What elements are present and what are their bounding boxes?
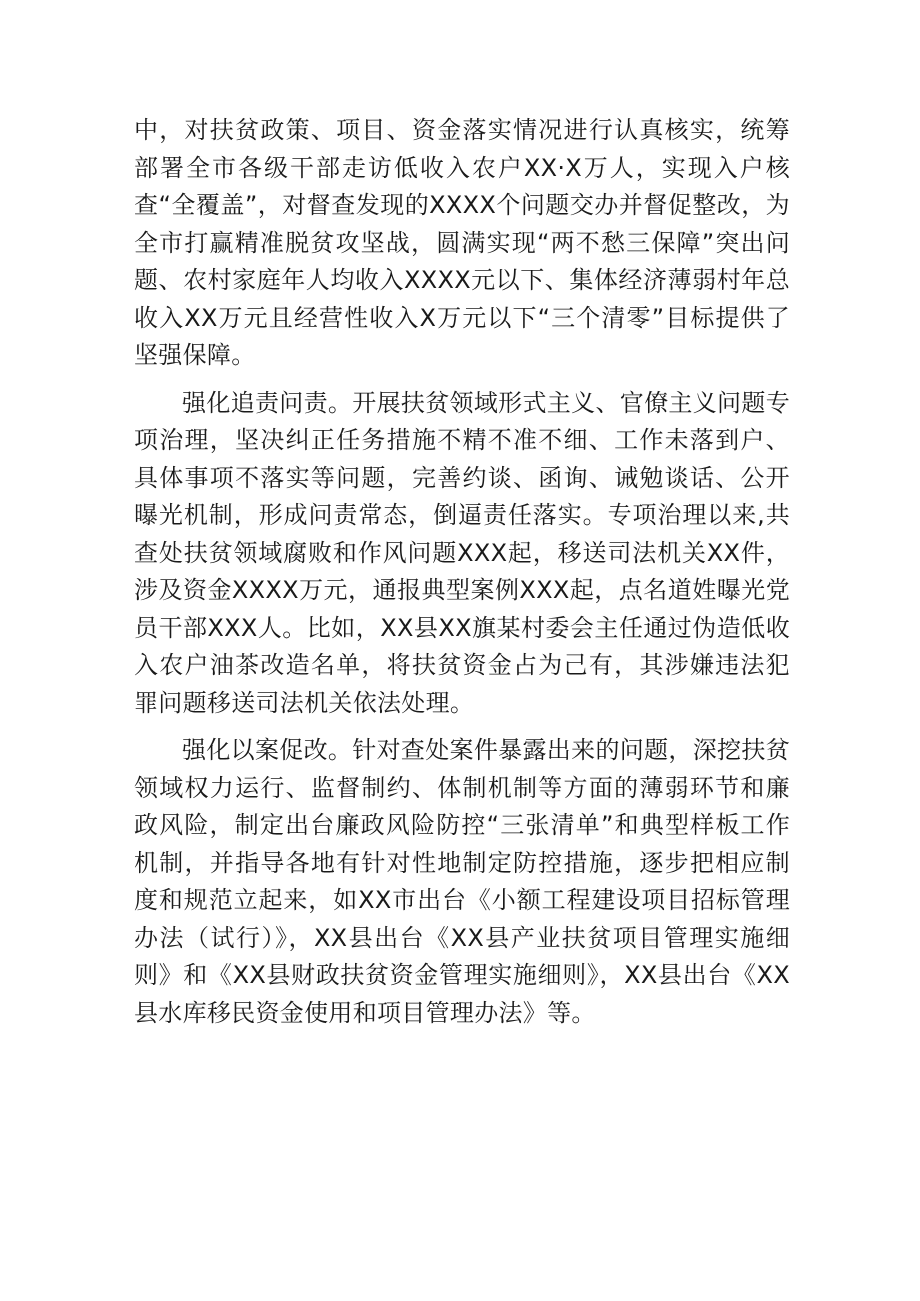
paragraph-accountability: 强化追责问责。开展扶贫领域形式主义、官僚主义问题专项治理，坚决纠正任务措施不精不准不细、工作未落到户、具体事项不落实等问题，完善约谈、函询、诫勉谈话、公开曝光机制，形成问责常态，倒逼责任落实。专项治理以来,共查处扶贫领域腐败和作风问题XXX起，移送司法机关XX件，涉及资金XXXX万元，通报典型案例XXX起，点名道姓曝光党员干部XXX人。比如，XX县XX旗某村委会主任通过伪造低收入农户油茶改造名单，将扶贫资金占为己有，其涉嫌违法犯罪问题移送司法机关依法处理。	[134, 388, 790, 717]
paragraph-case-reform: 强化以案促改。针对查处案件暴露出来的问题，深挖扶贫领域权力运行、监督制约、体制机制等方面的薄弱环节和廉政风险，制定出台廉政风险防控“三张清单”和典型样板工作机制，并指导各地有针对性地制定防控措施，逐步把相应制度和规范立起来，如XX市出台《小额工程建设项目招标管理办法（试行）》，XX县出台《XX县产业扶贫项目管理实施细则》和《XX县财政扶贫资金管理实施细则》，XX县出台《XX县水库移民资金使用和项目管理办法》等。	[134, 736, 790, 1027]
paragraph-continuation: 中，对扶贫政策、项目、资金落实情况进行认真核实，统筹部署全市各级干部走访低收入农户XX·X万人，实现入户核查“全覆盖”，对督查发现的XXXX个问题交办并督促整改，为全市打赢精准脱贫攻坚战，圆满实现“两不愁三保障”突出问题、农村家庭年人均收入XXXX元以下、集体经济薄弱村年总收入XX万元且经营性收入X万元以下“三个清零”目标提供了坚强保障。	[134, 116, 790, 369]
